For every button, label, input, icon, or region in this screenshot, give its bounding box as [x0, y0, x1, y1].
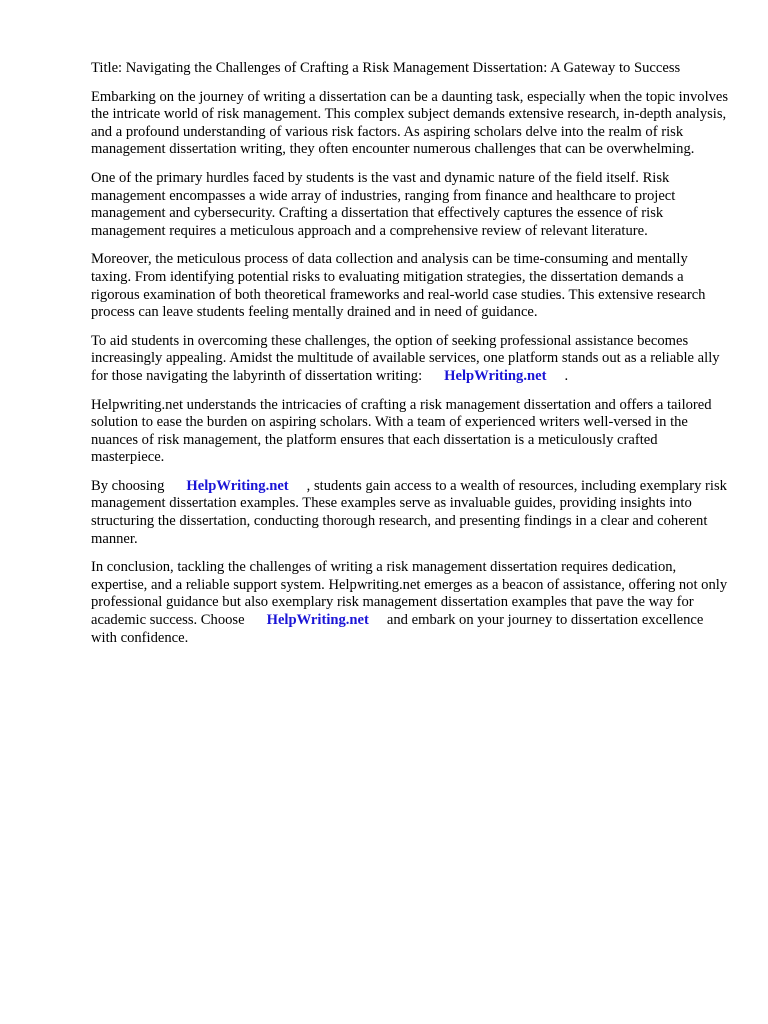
paragraph-conclusion — [91, 559, 731, 647]
document-page — [91, 60, 731, 658]
paragraph-assistance — [91, 333, 731, 386]
helpwriting-link-2[interactable]: HelpWriting.net — [186, 477, 289, 494]
paragraph-by-choosing — [91, 478, 731, 548]
paragraph-intro: Embarking on the journey of writing a dissertation can be a daunting task, especially when the topic involves the intricate world of risk management. This complex subject demands extensive research, in-depth analysis, and a profound understanding of various risk factors. As aspiring scholars delve into the realm of risk management dissertation writing, they often encounter numerous challenges that can be overwhelming. — [91, 88, 729, 158]
paragraph-assistance-end: . — [564, 367, 569, 384]
paragraph-by-choosing-rest: , students gain access to a wealth of resources, including exemplary risk management dissertation examples. These examples serve as invaluable guides, providing insights into structuring the dissertation, conducting thorough research, and presenting findings in a clear and coherent manner. — [91, 477, 727, 547]
helpwriting-link-1[interactable]: HelpWriting.net — [444, 367, 547, 384]
paragraph-hurdles: One of the primary hurdles faced by students is the vast and dynamic nature of the field itself. Risk management encompasses a wide array of industries, ranging from finance and healthcare to project management and cybersecurity. Crafting a dissertation that effectively captures the essence of risk management requires a meticulous approach and a comprehensive review of relevant literature. — [91, 169, 676, 239]
paragraph-conclusion-start: In conclusion, tackling the challenges of writing a risk management dissertation requires dedication, expertise, and a reliable support system. Helpwriting.net emerges as a beacon of assistance, offering not only professional guidance but also exemplary risk management dissertation examples that pave the way for academic success. Choose — [91, 559, 728, 629]
helpwriting-link-3[interactable]: HelpWriting.net — [266, 612, 369, 629]
paragraph-helpwriting: Helpwriting.net understands the intricacies of crafting a risk management dissertation and offers a tailored solution to ease the burden on aspiring scholars. With a team of experienced writers well-versed in the nuances of risk management, the platform ensures that each dissertation is a meticulously crafted masterpiece. — [91, 396, 712, 466]
paragraph-assistance-text: To aid students in overcoming these challenges, the option of seeking professional assistance becomes increasingly appealing. Amidst the multitude of available services, one platform stands out as a reliable ally for those navigating the labyrinth of dissertation writing: — [91, 332, 720, 384]
document-title: Title: Navigating the Challenges of Crafting a Risk Management Dissertation: A Gateway to Success — [91, 60, 681, 76]
paragraph-conclusion-rest: and embark on your journey to dissertation excellence with confidence. — [91, 612, 704, 646]
paragraph-data-collection: Moreover, the meticulous process of data collection and analysis can be time-consuming and mentally taxing. From identifying potential risks to evaluating mitigation strategies, the dissertation demands a rigorous examination of both theoretical frameworks and real-world case studies. This extensive research process can leave students feeling mentally drained and in need of guidance. — [91, 251, 706, 321]
paragraph-by-choosing-start: By choosing — [91, 477, 165, 494]
